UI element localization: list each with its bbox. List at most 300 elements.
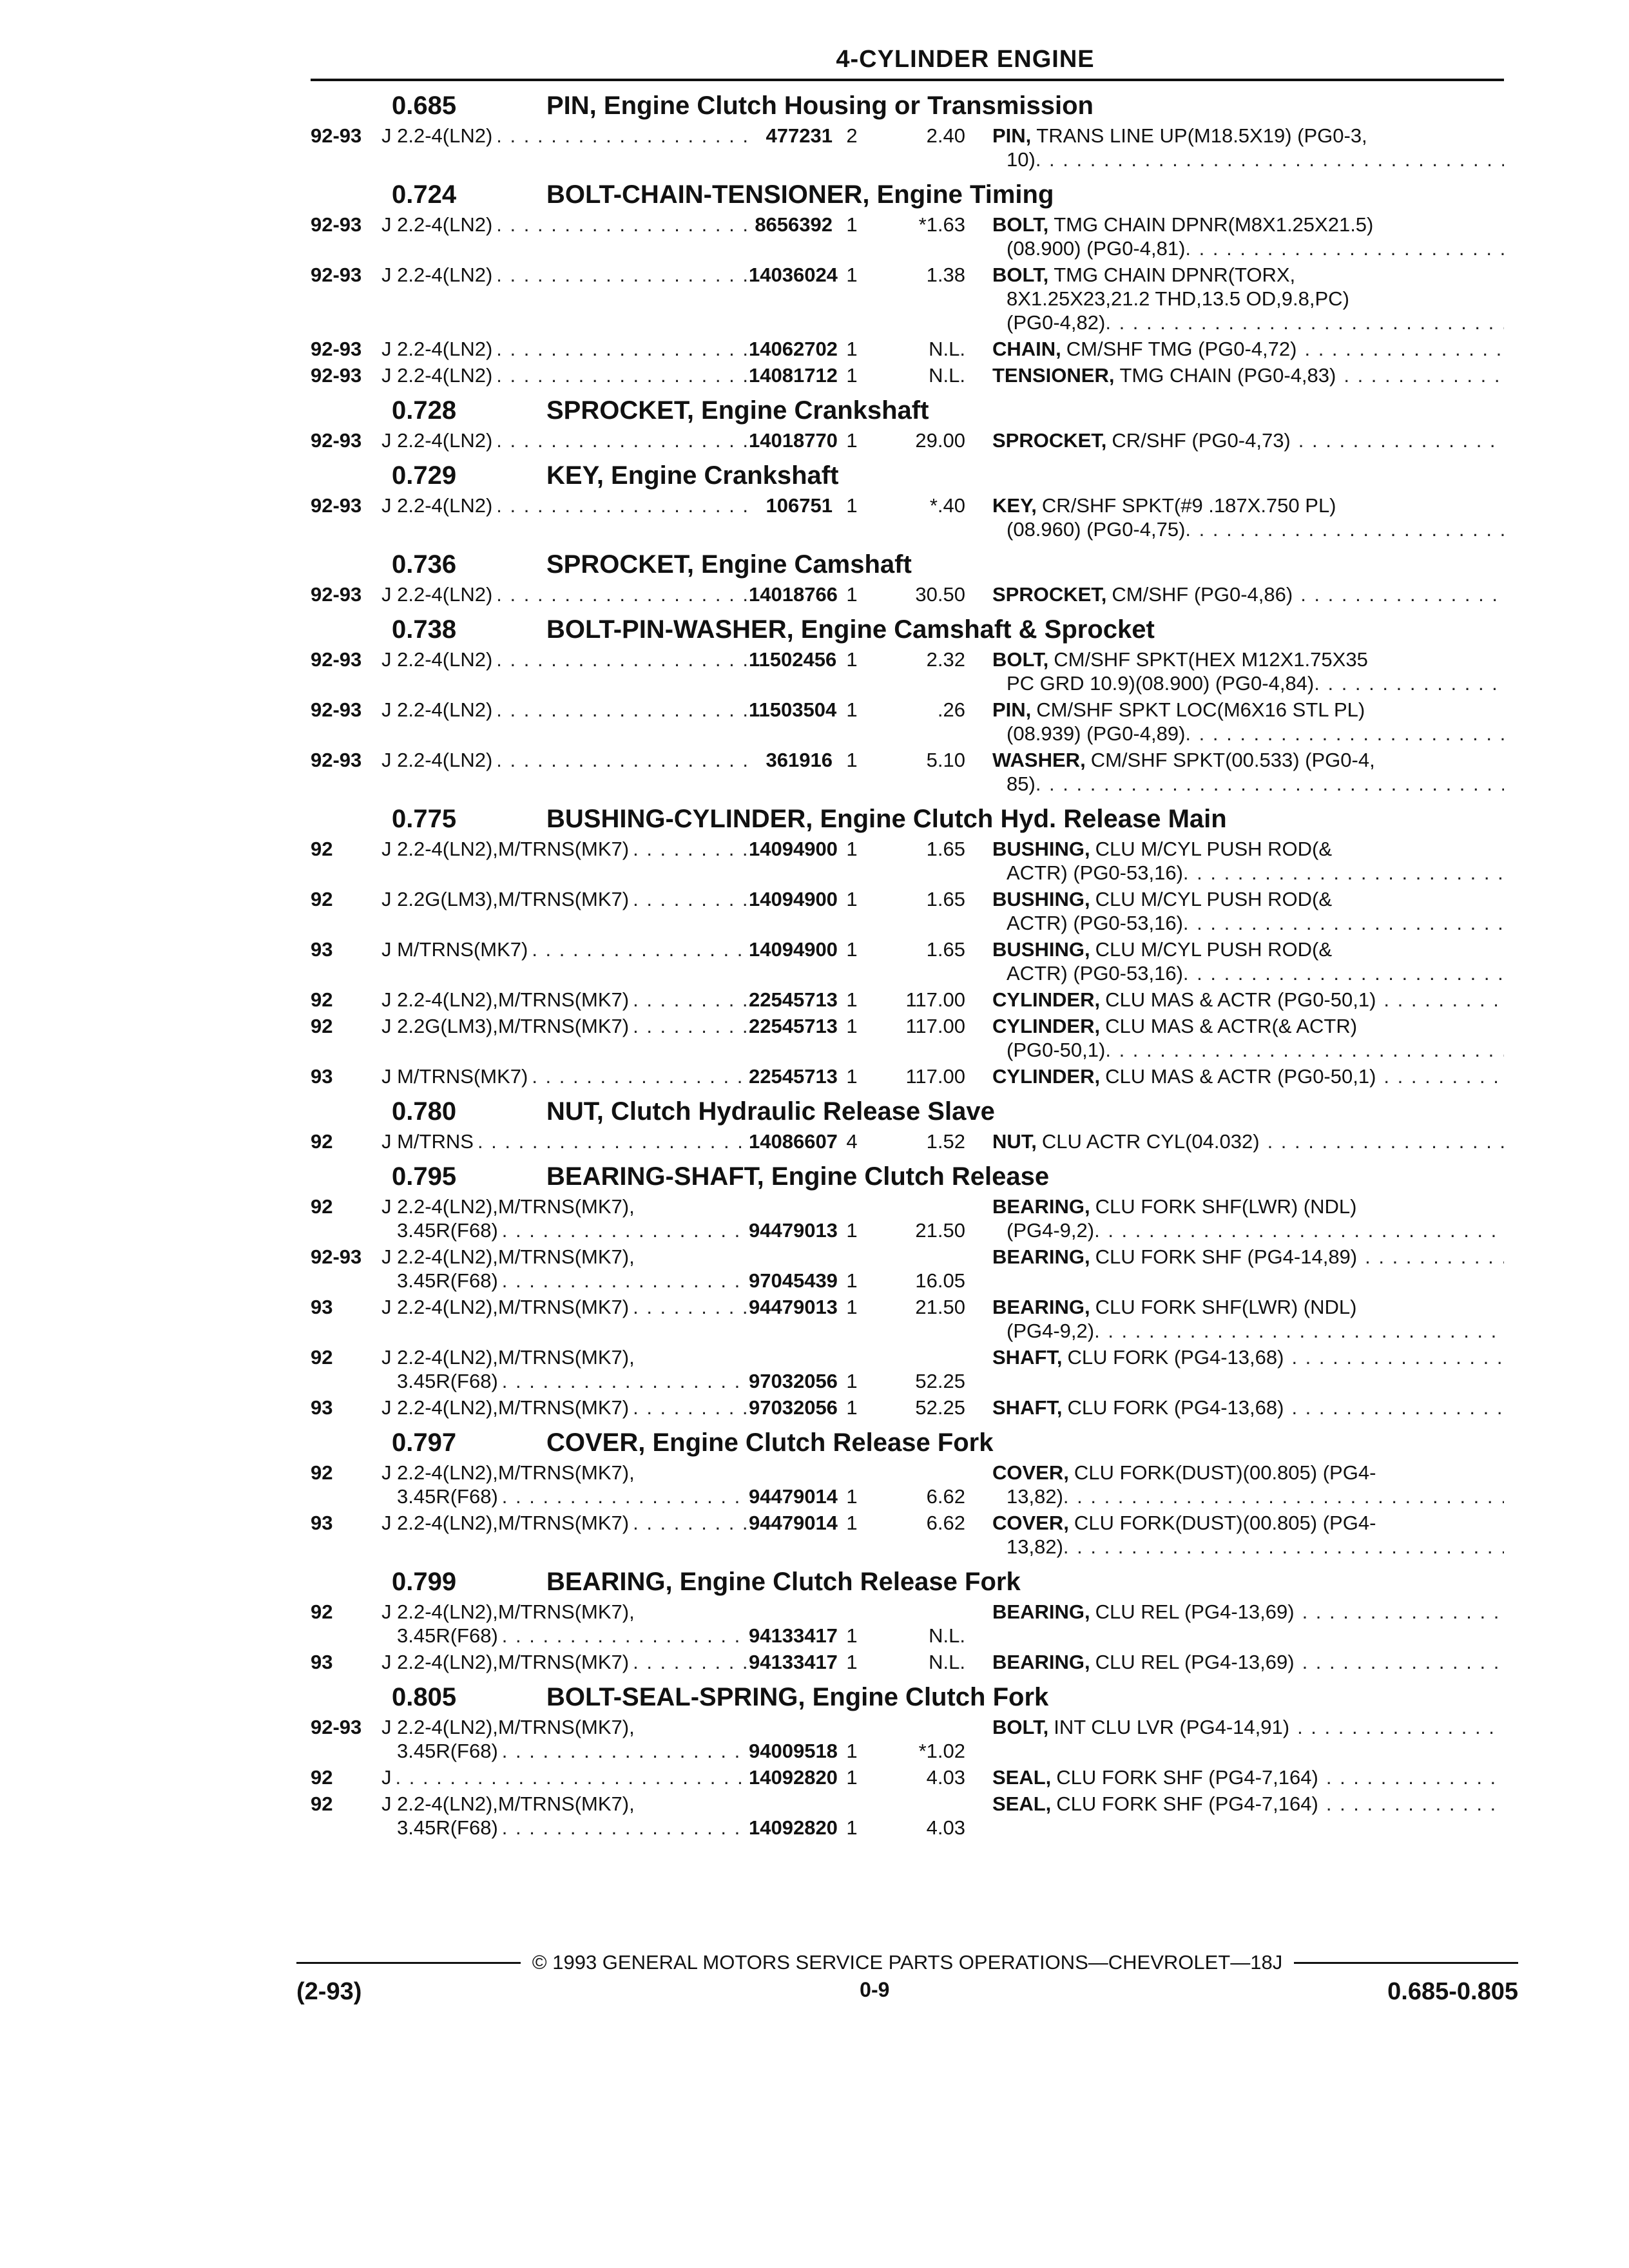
description	[981, 1245, 1504, 1293]
section-header	[311, 801, 1504, 837]
description-text: (08.900) (PG0-4,81)	[1007, 237, 1186, 260]
section-number: 0.736	[392, 550, 457, 579]
description	[981, 363, 1504, 387]
footer-rule-left	[296, 1962, 521, 1964]
dot-leader	[496, 213, 749, 236]
dot-leader	[502, 1369, 749, 1393]
description-line	[992, 1319, 1504, 1343]
part-row	[311, 837, 1504, 885]
description-keyword: BOLT,	[992, 1716, 1049, 1738]
section-title: BOLT-CHAIN-TENSIONER, Engine Timing	[546, 180, 1054, 209]
model-year: 92	[311, 1766, 333, 1789]
description-line	[992, 772, 1504, 796]
dot-leader	[633, 988, 749, 1012]
application-leader	[381, 1765, 749, 1789]
application-line: J 2.2-4(LN2)	[381, 124, 493, 147]
description-leader	[992, 363, 1504, 387]
quantity: 1	[846, 988, 858, 1011]
part-row	[311, 1792, 1504, 1840]
revision-date: (2-93)	[296, 1978, 362, 2005]
part-number: 477231	[766, 124, 833, 147]
dot-leader	[1183, 861, 1504, 885]
dot-leader	[496, 494, 749, 517]
application	[381, 1396, 749, 1419]
title-divider	[311, 79, 1504, 81]
dot-leader	[532, 937, 749, 961]
part-row	[311, 213, 1504, 260]
description-first	[992, 1245, 1365, 1269]
description-keyword: BEARING,	[992, 1651, 1090, 1673]
section-number: 0.805	[392, 1683, 457, 1711]
description-leader	[992, 1345, 1504, 1369]
description-text: CLU FORK SHF (PG4-7,164)	[1056, 1792, 1318, 1815]
description-text: CLU FORK(DUST)(00.805) (PG4-	[1074, 1461, 1376, 1484]
description-first	[992, 1600, 1302, 1624]
parts-sections	[311, 88, 1504, 1840]
application	[381, 263, 749, 334]
dot-leader	[633, 887, 749, 911]
quantity: 1	[846, 1766, 858, 1789]
catalog-section	[311, 546, 1504, 606]
dot-leader	[1185, 722, 1504, 745]
catalog-section	[311, 392, 1504, 452]
section-header	[311, 1425, 1504, 1461]
description	[981, 1195, 1504, 1242]
application	[381, 428, 749, 452]
section-title: BUSHING-CYLINDER, Engine Clutch Hyd. Release Main	[546, 805, 1227, 833]
catalog-section	[311, 177, 1504, 387]
model-year: 92-93	[311, 364, 362, 387]
page-title: 4-CYLINDER ENGINE	[836, 46, 1095, 73]
application	[381, 1715, 749, 1763]
description-text: CR/SHF SPKT(#9 .187X.750 PL)	[1041, 494, 1336, 517]
copyright-text: © 1993 GENERAL MOTORS SERVICE PARTS OPERATIONS—CHEVROLET—18J	[532, 1951, 1283, 1974]
section-number: 0.729	[392, 461, 457, 490]
application	[381, 1345, 749, 1393]
description-first	[992, 988, 1383, 1012]
dot-leader	[633, 837, 749, 861]
description-text: CM/SHF SPKT LOC(M6X16 STL PL)	[1036, 698, 1365, 721]
description-text: PC GRD 10.9)(08.900) (PG0-4,84)	[1007, 672, 1315, 695]
dot-leader	[1314, 671, 1504, 695]
description-first	[992, 1650, 1302, 1674]
quantity: 1	[846, 1396, 858, 1419]
price: 52.25	[915, 1370, 965, 1392]
description-line	[992, 517, 1504, 541]
model-year: 92	[311, 1792, 333, 1815]
application	[381, 124, 749, 171]
model-year: 92-93	[311, 124, 362, 147]
application-line: J 2.2-4(LN2),M/TRNS(MK7)	[381, 1296, 630, 1318]
price: 1.65	[926, 838, 965, 860]
description-line	[992, 911, 1504, 935]
section-header	[311, 177, 1504, 213]
description-line	[992, 311, 1504, 334]
application-line: 3.45R(F68)	[397, 1740, 498, 1762]
quantity: 1	[846, 1512, 858, 1534]
price: 4.03	[926, 1766, 965, 1789]
dot-leader	[1183, 911, 1504, 935]
part-row	[311, 1064, 1504, 1088]
description	[981, 582, 1504, 606]
part-number: 22545713	[749, 1065, 838, 1088]
model-year: 93	[311, 938, 333, 961]
description	[981, 337, 1504, 361]
application	[381, 1765, 749, 1789]
description	[981, 1792, 1504, 1840]
model-year: 93	[311, 1065, 333, 1088]
page-footer	[296, 1951, 1518, 2006]
dot-leader	[502, 1485, 749, 1508]
section-title: SPROCKET, Engine Crankshaft	[546, 396, 929, 425]
description-keyword: SEAL,	[992, 1792, 1052, 1815]
application	[381, 887, 749, 935]
application-line: 3.45R(F68)	[397, 1219, 498, 1242]
description-line	[992, 124, 1504, 148]
description-keyword: SEAL,	[992, 1766, 1052, 1789]
section-header	[311, 1093, 1504, 1129]
description-text: CR/SHF (PG0-4,73)	[1112, 429, 1291, 452]
description-keyword: NUT,	[992, 1130, 1037, 1153]
description	[981, 1511, 1504, 1559]
application-leader	[381, 428, 749, 452]
application-line: J 2.2-4(LN2)	[381, 364, 493, 387]
part-row	[311, 1765, 1504, 1789]
quantity: 1	[846, 1370, 858, 1392]
part-row	[311, 124, 1504, 171]
part-number: 11503504	[749, 698, 837, 721]
price: 1.52	[926, 1130, 965, 1153]
price: N.L.	[929, 1624, 965, 1647]
description-line	[992, 1485, 1504, 1508]
description-text: CM/SHF SPKT(00.533) (PG0-4,	[1090, 749, 1375, 771]
catalog-section	[311, 1093, 1504, 1153]
description-first	[992, 1064, 1383, 1088]
price: 16.05	[915, 1269, 965, 1292]
description-text: ACTR) (PG0-53,16)	[1007, 962, 1183, 985]
price: .26	[937, 698, 965, 721]
description-text: 10)	[1007, 148, 1036, 171]
quantity: 1	[846, 213, 858, 236]
description-first	[992, 1129, 1268, 1153]
price: N.L.	[929, 338, 965, 360]
application-leader	[381, 263, 749, 287]
quantity: 1	[846, 888, 858, 910]
model-year: 93	[311, 1396, 333, 1419]
description-keyword: BEARING,	[992, 1195, 1090, 1218]
description-first	[992, 1765, 1326, 1789]
application-leader	[381, 1511, 749, 1535]
dot-leader	[502, 1218, 749, 1242]
price: 1.38	[926, 264, 965, 286]
description-keyword: CYLINDER,	[992, 988, 1101, 1011]
description-keyword: BOLT,	[992, 648, 1049, 671]
quantity: 1	[846, 1219, 858, 1242]
application-leader	[381, 648, 749, 671]
model-year: 92	[311, 1130, 333, 1153]
description	[981, 837, 1504, 885]
section-header	[311, 1564, 1504, 1600]
dot-leader	[1183, 961, 1504, 985]
application-leader	[381, 988, 749, 1012]
part-number: 14094900	[749, 938, 838, 961]
description-first	[992, 337, 1304, 361]
model-year: 92	[311, 1015, 333, 1037]
section-title: KEY, Engine Crankshaft	[546, 461, 839, 490]
quantity: 1	[846, 338, 858, 360]
application-line: J 2.2-4(LN2)	[381, 583, 493, 606]
description-line	[992, 494, 1504, 517]
application	[381, 1014, 749, 1062]
description-text: 13,82)	[1007, 1485, 1063, 1508]
model-year: 92-93	[311, 749, 362, 771]
application-leader	[381, 582, 749, 606]
section-number: 0.795	[392, 1162, 457, 1191]
description-line	[992, 748, 1504, 772]
description-leader	[992, 428, 1504, 452]
description-text: TMG CHAIN DPNR(TORX,	[1054, 264, 1296, 286]
section-header	[311, 611, 1504, 648]
dot-leader	[1302, 1600, 1504, 1624]
description-keyword: BUSHING,	[992, 838, 1090, 860]
application-leader	[381, 1739, 749, 1763]
description-leader	[992, 337, 1504, 361]
application-leader	[381, 124, 749, 148]
description-text: (08.939) (PG0-4,89)	[1007, 722, 1186, 745]
application	[381, 1064, 749, 1088]
description-text: CLU FORK SHF (PG4-14,89)	[1095, 1245, 1358, 1268]
part-number: 11502456	[749, 648, 837, 671]
description-text: CLU MAS & ACTR (PG0-50,1)	[1105, 988, 1376, 1011]
catalog-page	[311, 45, 1504, 1842]
description	[981, 988, 1504, 1012]
dot-leader	[496, 648, 749, 671]
part-number: 14092820	[749, 1766, 838, 1789]
quantity: 1	[846, 1269, 858, 1292]
dot-leader	[1291, 1396, 1504, 1419]
quantity: 1	[846, 1624, 858, 1647]
description-line	[992, 937, 1504, 961]
description-leader	[992, 1792, 1504, 1816]
dot-leader	[633, 1295, 749, 1319]
part-number: 22545713	[749, 1015, 838, 1037]
application-leader	[381, 363, 749, 387]
part-row	[311, 1245, 1504, 1293]
dot-leader	[1302, 1650, 1504, 1674]
model-year: 92	[311, 1600, 333, 1623]
model-year: 92	[311, 1346, 333, 1369]
description-text: CLU FORK SHF(LWR) (NDL)	[1095, 1195, 1357, 1218]
application	[381, 1245, 749, 1293]
section-title: COVER, Engine Clutch Release Fork	[546, 1428, 994, 1457]
description-text: CM/SHF (PG0-4,86)	[1112, 583, 1293, 606]
application-line: J	[381, 1766, 392, 1789]
part-row	[311, 1396, 1504, 1419]
application-leader	[381, 1129, 749, 1153]
application-line: J 2.2-4(LN2),M/TRNS(MK7),	[381, 1346, 635, 1369]
description-text: (PG4-9,2)	[1007, 1219, 1095, 1242]
description	[981, 213, 1504, 260]
application	[381, 1600, 749, 1648]
application-line: J 2.2-4(LN2),M/TRNS(MK7)	[381, 1512, 630, 1534]
description-line	[992, 1014, 1504, 1038]
description-text: CLU REL (PG4-13,69)	[1095, 1651, 1295, 1673]
part-number: 14036024	[749, 264, 838, 286]
price: N.L.	[929, 1651, 965, 1673]
model-year: 92	[311, 1195, 333, 1218]
application-line: 3.45R(F68)	[397, 1485, 498, 1508]
dot-leader	[1094, 1319, 1504, 1343]
description-text: CLU MAS & ACTR(& ACTR)	[1105, 1015, 1358, 1037]
application-line: J 2.2-4(LN2),M/TRNS(MK7),	[381, 1792, 635, 1815]
section-title: BOLT-SEAL-SPRING, Engine Clutch Fork	[546, 1683, 1049, 1711]
application	[381, 1129, 749, 1153]
part-number: 94133417	[749, 1651, 838, 1673]
description-leader	[992, 1765, 1504, 1789]
model-year: 92-93	[311, 494, 362, 517]
description-text: 8X1.25X23,21.2 THD,13.5 OD,9.8,PC)	[1007, 287, 1349, 310]
section-header	[311, 1679, 1504, 1715]
price: 117.00	[905, 988, 965, 1011]
application-line: J 2.2-4(LN2)	[381, 749, 493, 771]
description-line	[992, 837, 1504, 861]
dot-leader	[396, 1765, 749, 1789]
application-line: 3.45R(F68)	[397, 1816, 498, 1839]
dot-leader	[1383, 988, 1504, 1012]
quantity: 1	[846, 1740, 858, 1762]
part-number: 14018766	[749, 583, 838, 606]
application	[381, 648, 749, 695]
description-first	[992, 428, 1298, 452]
application	[381, 213, 749, 260]
section-title: BOLT-PIN-WASHER, Engine Camshaft & Sprocket	[546, 615, 1155, 644]
part-number: 94479014	[749, 1485, 838, 1508]
model-year: 92-93	[311, 1245, 362, 1268]
application-leader	[381, 337, 749, 361]
description-leader	[992, 1600, 1504, 1624]
description-text: CLU FORK (PG4-13,68)	[1067, 1396, 1284, 1419]
description-line	[992, 213, 1504, 236]
price: 52.25	[915, 1396, 965, 1419]
dot-leader	[1094, 1218, 1504, 1242]
dot-leader	[502, 1624, 749, 1648]
part-number: 22545713	[749, 988, 838, 1011]
section-number: 0.685	[392, 91, 457, 120]
description-keyword: COVER,	[992, 1461, 1069, 1484]
part-row	[311, 1195, 1504, 1242]
application	[381, 582, 749, 606]
application-line: J 2.2-4(LN2)	[381, 494, 493, 517]
description-text: INT CLU LVR (PG4-14,91)	[1054, 1716, 1290, 1738]
part-number: 14092820	[749, 1816, 838, 1839]
price: 117.00	[905, 1065, 965, 1088]
description-keyword: PIN,	[992, 124, 1032, 147]
part-number: 97032056	[749, 1370, 838, 1392]
dot-leader	[1298, 428, 1504, 452]
catalog-section	[311, 457, 1504, 541]
part-row	[311, 1600, 1504, 1648]
model-year: 92-93	[311, 698, 362, 721]
price: *1.63	[918, 213, 965, 236]
description-line	[992, 1295, 1504, 1319]
description-text: (PG0-4,82)	[1007, 311, 1106, 334]
part-row	[311, 648, 1504, 695]
part-row	[311, 1511, 1504, 1559]
description-keyword: BEARING,	[992, 1296, 1090, 1318]
application-line: 3.45R(F68)	[397, 1370, 498, 1392]
description	[981, 1600, 1504, 1648]
description-keyword: KEY,	[992, 494, 1037, 517]
part-number: 14086607	[749, 1130, 838, 1153]
description	[981, 1765, 1504, 1789]
dot-leader	[496, 337, 749, 361]
dot-leader	[496, 363, 749, 387]
application	[381, 988, 749, 1012]
description	[981, 1715, 1504, 1763]
application-line: J 2.2-4(LN2),M/TRNS(MK7),	[381, 1716, 635, 1738]
quantity: 1	[846, 838, 858, 860]
application	[381, 937, 749, 985]
dot-leader	[633, 1014, 749, 1038]
description-text: CLU MAS & ACTR (PG0-50,1)	[1105, 1065, 1376, 1088]
part-row	[311, 1014, 1504, 1062]
application-leader	[381, 1650, 749, 1674]
price: 2.40	[926, 124, 965, 147]
dot-leader	[1344, 363, 1504, 387]
price: 6.62	[926, 1512, 965, 1534]
dot-leader	[1365, 1245, 1504, 1269]
description-keyword: CYLINDER,	[992, 1015, 1101, 1037]
application-line: J 2.2-4(LN2),M/TRNS(MK7)	[381, 1651, 630, 1673]
model-year: 92	[311, 838, 333, 860]
description-keyword: COVER,	[992, 1512, 1069, 1534]
section-title: BEARING, Engine Clutch Release Fork	[546, 1568, 1021, 1596]
description-keyword: BOLT,	[992, 264, 1049, 286]
section-title: PIN, Engine Clutch Housing or Transmission	[546, 91, 1094, 120]
application-leader	[381, 1218, 749, 1242]
section-number: 0.738	[392, 615, 457, 644]
description-leader	[992, 582, 1504, 606]
application	[381, 698, 749, 745]
description-first	[992, 1345, 1291, 1369]
section-header	[311, 546, 1504, 582]
application-line: 3.45R(F68)	[397, 1269, 498, 1292]
application	[381, 1792, 749, 1840]
description-text: CLU REL (PG4-13,69)	[1095, 1600, 1295, 1623]
description-line	[992, 1218, 1504, 1242]
quantity: 1	[846, 583, 858, 606]
description-text: CLU ACTR CYL(04.032)	[1041, 1130, 1260, 1153]
model-year: 92-93	[311, 264, 362, 286]
part-number: 8656392	[755, 213, 833, 236]
section-range: 0.685-0.805	[1387, 1978, 1518, 2005]
part-number: 94479013	[749, 1219, 838, 1242]
description-keyword: BEARING,	[992, 1245, 1090, 1268]
description-keyword: CHAIN,	[992, 338, 1061, 360]
catalog-section	[311, 801, 1504, 1088]
application-leader	[381, 1624, 749, 1648]
model-year: 92-93	[311, 1716, 362, 1738]
model-year: 92	[311, 1461, 333, 1484]
dot-leader	[502, 1739, 749, 1763]
dot-leader	[532, 1064, 749, 1088]
application-leader	[381, 1485, 749, 1508]
application-line: 3.45R(F68)	[397, 1624, 498, 1647]
section-number: 0.728	[392, 396, 457, 425]
price: 5.10	[926, 749, 965, 771]
description	[981, 1295, 1504, 1343]
dot-leader	[496, 748, 749, 772]
